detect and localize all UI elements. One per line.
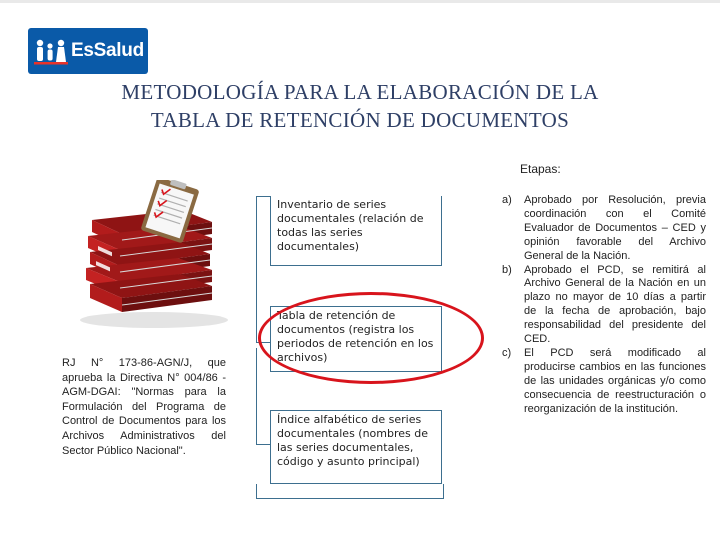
list-marker: b) (502, 263, 512, 276)
binders-and-clipboard-illustration (62, 180, 242, 330)
list-marker: c) (502, 346, 512, 359)
essalud-logo (28, 28, 148, 74)
title-line-2: TABLA DE RETENCIÓN DE DOCUMENTOS (150, 108, 570, 132)
connector-line (256, 348, 271, 444)
list-item-text: Aprobado el PCD, se remitirá al Archivo General de la Nación en un plazo no mayor de 10 días a partir de la fecha de aprobación, bajo responsabilidad del presidente del CED. (524, 263, 706, 346)
etapas-heading: Etapas: (520, 162, 561, 176)
list-item (500, 194, 706, 264)
connector-line (256, 196, 270, 197)
list-item-text: El PCD será modificado al producirse cambios en las funciones de las unidades orgánicas y/o como consecuencia de reestructuración o reorganización de la institución. (524, 346, 706, 415)
list-item (500, 347, 706, 417)
list-item-text: Aprobado por Resolución, previa coordinación con el Comité Evaluador de Documentos – CED y opinión favorable del Archivo General de la Nación. (524, 194, 706, 262)
connector-line (256, 196, 257, 236)
highlight-circle (258, 292, 484, 384)
top-rule (0, 0, 720, 3)
logo-text: EsSalud (71, 40, 144, 61)
etapas-list (500, 194, 706, 417)
rj-legal-reference: RJ N° 173-86-AGN/J, que aprueba la Directiva N° 004/86 -AGM-DGAI: "Normas para la Formulación del Programa de Control de Documentos para los Archivos Administrativos del Sector Público Nacional". (62, 357, 226, 457)
title-line-1: METODOLOGÍA PARA LA ELABORACIÓN DE LA (121, 80, 599, 104)
connector-line (256, 484, 444, 499)
page-title (40, 78, 680, 134)
list-item (500, 264, 706, 347)
list-marker: a) (502, 194, 512, 206)
family-icon (34, 36, 68, 66)
stage-box-inventario: Inventario de series documentales (relación de todas las series documentales) (270, 196, 442, 266)
stage-box-tabla-retencion: Tabla de retención de documentos (registra los periodos de retención en los archivos) (270, 306, 442, 372)
stage-box-indice-alfabetico: Índice alfabético de series documentales (nombres de las series documentales, código y asunto principal) (270, 410, 442, 484)
connector-line (256, 444, 270, 445)
